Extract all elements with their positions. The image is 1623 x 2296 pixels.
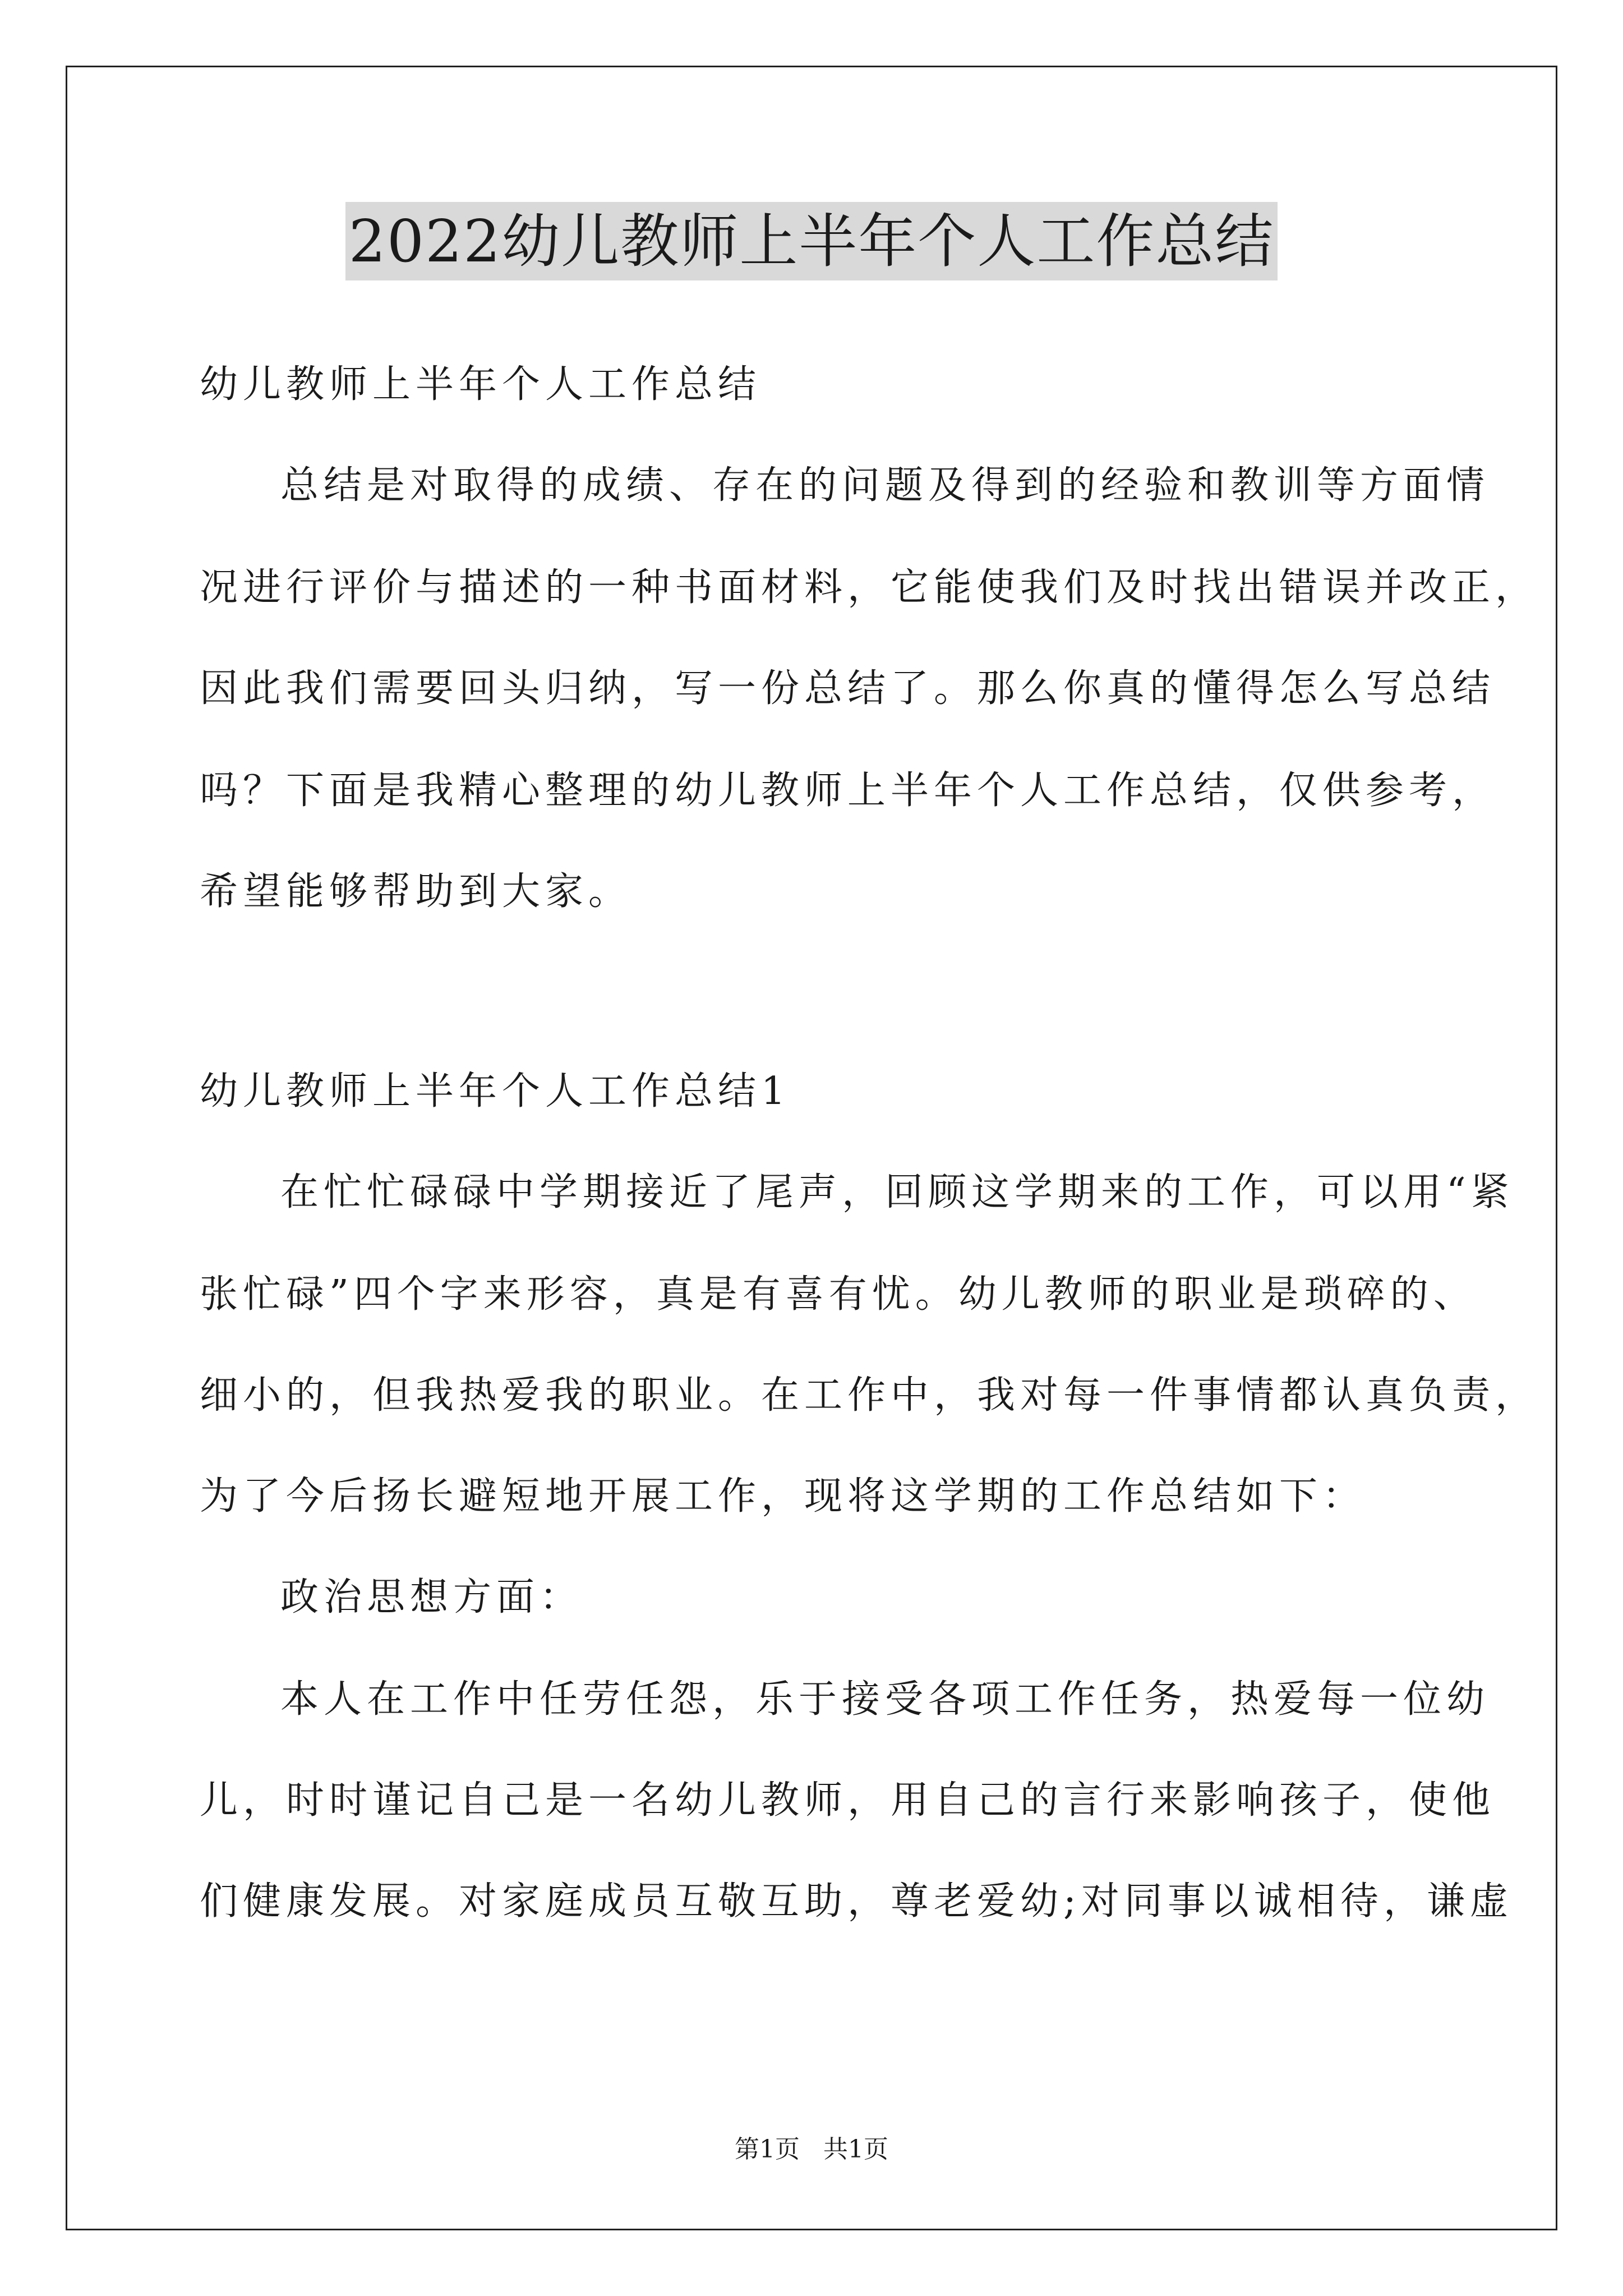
paragraph-line: 在忙忙碌碌中学期接近了尾声，回顾这学期来的工作，可以用“紧 — [280, 1170, 1514, 1214]
paragraph-line: 张忙碌”四个字来形容，真是有喜有忧。幼儿教师的职业是琐碎的、 — [200, 1272, 1477, 1317]
page-number-total: 共1页 — [823, 2135, 888, 2164]
paragraph-line: 儿，时时谨记自己是一名幼儿教师，用自己的言行来影响孩子，使他 — [200, 1778, 1496, 1823]
paragraph-line: 们健康发展。对家庭成员互敬互助，尊老爱幼;对同事以诚相待，谦虚 — [200, 1879, 1513, 1924]
paragraph-line: 因此我们需要回头归纳，写一份总结了。那么你真的懂得怎么写总结 — [200, 666, 1496, 711]
paragraph-line: 吗？下面是我精心整理的幼儿教师上半年个人工作总结，仅供参考， — [200, 769, 1496, 813]
paragraph-line: 况进行评价与描述的一种书面材料，它能使我们及时找出错误并改正， — [200, 565, 1539, 610]
section-heading: 幼儿教师上半年个人工作总结1 — [200, 1069, 791, 1114]
title-wrap — [0, 202, 1623, 280]
paragraph-line: 本人在工作中任劳任怨，乐于接受各项工作任务，热爱每一位幼 — [280, 1677, 1490, 1722]
paragraph-line: 总结是对取得的成绩、存在的问题及得到的经验和教训等方面情 — [280, 463, 1490, 508]
page-number-current: 第1页 — [735, 2135, 800, 2164]
paragraph-line: 细小的，但我热爱我的职业。在工作中，我对每一件事情都认真负责， — [200, 1373, 1539, 1418]
page-footer — [0, 2133, 1623, 2166]
subsection-heading: 政治思想方面： — [280, 1575, 583, 1619]
paragraph-line: 希望能够帮助到大家。 — [200, 869, 632, 914]
document-title: 2022幼儿教师上半年个人工作总结 — [345, 202, 1278, 280]
paragraph-line: 为了今后扬长避短地开展工作，现将这学期的工作总结如下： — [200, 1474, 1366, 1519]
section-heading: 幼儿教师上半年个人工作总结 — [200, 362, 762, 407]
